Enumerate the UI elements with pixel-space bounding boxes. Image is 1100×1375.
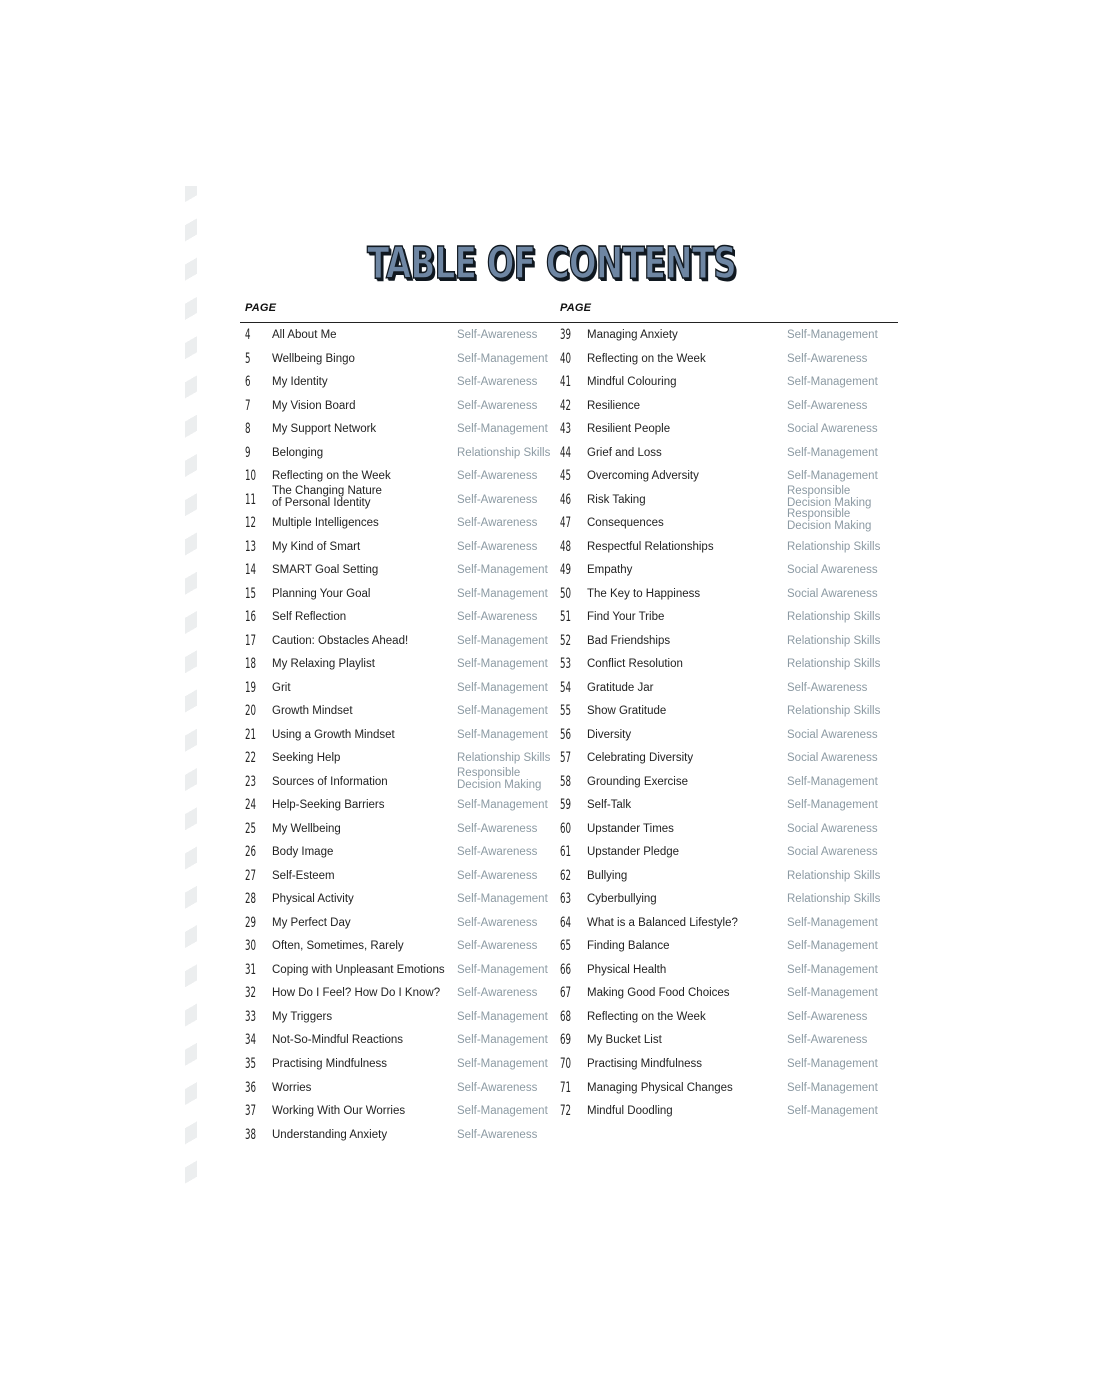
entry-category: Self-Management — [787, 470, 878, 483]
entry-title: All About Me — [272, 329, 337, 341]
page-number: 62 — [560, 867, 572, 884]
toc-entry — [560, 1100, 890, 1124]
toc-entry — [245, 395, 555, 419]
entry-title: Find Your Tribe — [587, 611, 665, 624]
header-divider — [240, 322, 898, 323]
entry-category: Self-Management — [457, 564, 548, 577]
page-number: 10 — [245, 468, 257, 485]
toc-entry — [245, 348, 555, 372]
page-number: 34 — [245, 1032, 257, 1049]
toc-entry — [245, 583, 555, 607]
entry-title: Often, Sometimes, Rarely — [272, 940, 404, 953]
toc-entry — [560, 912, 890, 936]
page-number: 21 — [245, 726, 257, 743]
page-number: 19 — [245, 679, 257, 696]
entry-category: Self-Management — [457, 799, 548, 812]
page-number: 51 — [560, 609, 572, 626]
page-number: 61 — [560, 844, 572, 861]
page-number: 36 — [245, 1079, 257, 1096]
entry-title: My Relaxing Playlist — [272, 658, 375, 671]
entry-title: Mindful Colouring — [587, 376, 677, 389]
toc-entry — [560, 677, 890, 701]
entry-title: Upstander Times — [587, 822, 674, 835]
page-number: 69 — [560, 1032, 572, 1049]
page-number: 58 — [560, 773, 572, 790]
entry-category: Responsible Decision Making — [787, 484, 872, 509]
page-number: 7 — [245, 397, 251, 414]
entry-title: Not-So-Mindful Reactions — [272, 1034, 404, 1047]
toc-entry — [245, 536, 555, 560]
page-number: 63 — [560, 891, 572, 908]
entry-title: Planning Your Goal — [272, 587, 371, 600]
entry-title: Using a Growth Mindset — [272, 728, 395, 741]
page-number: 28 — [245, 891, 257, 908]
entry-title: My Bucket List — [587, 1034, 662, 1047]
entry-title: Self-Esteem — [272, 869, 335, 882]
page-number: 30 — [245, 938, 257, 955]
entry-title: Resilience — [587, 399, 641, 412]
toc-entry — [560, 606, 890, 630]
page-number: 5 — [245, 350, 251, 367]
entry-title: Diversity — [587, 728, 632, 741]
toc-entry — [245, 512, 555, 536]
toc-entry — [245, 1100, 555, 1124]
entry-title: Reflecting on the Week — [587, 1010, 706, 1023]
page-number: 47 — [560, 515, 572, 532]
entry-title: My Kind of Smart — [272, 540, 361, 553]
page-number: 17 — [245, 632, 257, 649]
page-number: 45 — [560, 468, 572, 485]
toc-entry — [245, 653, 555, 677]
entry-category: Social Awareness — [787, 728, 878, 741]
entry-category: Self-Management — [787, 940, 878, 953]
entry-category: Self-Management — [787, 775, 878, 788]
toc-entry — [245, 959, 555, 983]
entry-category: Self-Awareness — [457, 1081, 538, 1094]
entry-category: Self-Management — [457, 587, 548, 600]
toc-entry — [560, 324, 890, 348]
toc-entry — [245, 935, 555, 959]
toc-entry — [245, 371, 555, 395]
page-number: 55 — [560, 703, 572, 720]
entry-category: Relationship Skills — [787, 893, 881, 906]
page-number: 43 — [560, 421, 572, 438]
page-number: 13 — [245, 538, 257, 555]
entry-category: Social Awareness — [787, 587, 878, 600]
entry-title: Reflecting on the Week — [587, 352, 706, 365]
entry-category: Self-Management — [787, 963, 878, 976]
page-number: 12 — [245, 515, 257, 532]
entry-category: Self-Awareness — [457, 916, 538, 929]
toc-entry — [245, 818, 555, 842]
toc-entry — [560, 794, 890, 818]
page-number: 8 — [245, 421, 251, 438]
toc-entry — [560, 583, 890, 607]
page-number: 26 — [245, 844, 257, 861]
toc-entry — [245, 700, 555, 724]
entry-title: My Vision Board — [272, 399, 356, 412]
entry-title: SMART Goal Setting — [272, 564, 379, 577]
page-number: 71 — [560, 1079, 572, 1096]
entry-title: Finding Balance — [587, 940, 670, 953]
toc-entry — [560, 536, 890, 560]
page-number: 11 — [245, 491, 257, 508]
page-number: 72 — [560, 1103, 572, 1120]
page-number: 54 — [560, 679, 572, 696]
entry-title: Gratitude Jar — [587, 681, 654, 694]
entry-category: Self-Management — [457, 423, 548, 436]
entry-title: Body Image — [272, 846, 334, 859]
page-number: 33 — [245, 1008, 257, 1025]
entry-category: Self-Awareness — [457, 376, 538, 389]
toc-entry — [560, 1029, 890, 1053]
entry-category: Relationship Skills — [457, 752, 551, 765]
toc-entry — [560, 442, 890, 466]
toc-entry — [560, 395, 890, 419]
toc-entry — [245, 888, 555, 912]
entry-category: Self-Management — [457, 658, 548, 671]
toc-entry — [245, 982, 555, 1006]
entry-title: Wellbeing Bingo — [272, 352, 355, 365]
toc-entry — [560, 865, 890, 889]
page-number: 38 — [245, 1126, 257, 1143]
toc-entry — [560, 1006, 890, 1030]
toc-entry — [245, 606, 555, 630]
page-number: 15 — [245, 585, 257, 602]
entry-title: The Changing Nature of Personal Identity — [272, 484, 382, 509]
entry-title: Understanding Anxiety — [272, 1128, 388, 1141]
toc-entry — [560, 818, 890, 842]
toc-entry — [560, 508, 890, 536]
entry-category: Relationship Skills — [787, 658, 881, 671]
contents-column-left — [245, 324, 555, 1147]
page-number: 41 — [560, 374, 572, 391]
toc-entry — [245, 677, 555, 701]
entry-category: Self-Awareness — [787, 399, 868, 412]
page-number: 42 — [560, 397, 572, 414]
entry-category: Self-Awareness — [457, 470, 538, 483]
entry-category: Self-Management — [787, 1081, 878, 1094]
entry-title: Empathy — [587, 564, 633, 577]
entry-title: Mindful Doodling — [587, 1105, 673, 1118]
entry-category: Self-Awareness — [457, 517, 538, 530]
entry-category: Self-Management — [457, 1105, 548, 1118]
page-number: 9 — [245, 444, 251, 461]
toc-entry — [560, 888, 890, 912]
entry-category: Social Awareness — [787, 822, 878, 835]
entry-title: Bad Friendships — [587, 634, 671, 647]
toc-entry — [245, 841, 555, 865]
toc-entry — [245, 865, 555, 889]
entry-title: Multiple Intelligences — [272, 517, 379, 530]
entry-title: My Triggers — [272, 1010, 333, 1023]
entry-category: Self-Management — [787, 1105, 878, 1118]
entry-title: Practising Mindfulness — [272, 1057, 388, 1070]
entry-title: Working With Our Worries — [272, 1105, 406, 1118]
entry-category: Self-Management — [457, 963, 548, 976]
page-number: 16 — [245, 609, 257, 626]
entry-category: Self-Management — [787, 799, 878, 812]
entry-title: Growth Mindset — [272, 705, 353, 718]
toc-entry — [245, 724, 555, 748]
entry-title: Reflecting on the Week — [272, 470, 391, 483]
page-number: 59 — [560, 797, 572, 814]
entry-category: Responsible Decision Making — [787, 508, 872, 533]
entry-title: Consequences — [587, 517, 664, 530]
entry-category: Self-Awareness — [787, 352, 868, 365]
page-number: 40 — [560, 350, 572, 367]
toc-entry — [245, 1006, 555, 1030]
entry-title: Bullying — [587, 869, 628, 882]
page-number: 20 — [245, 703, 257, 720]
entry-title: Managing Physical Changes — [587, 1081, 733, 1094]
entry-category: Self-Management — [457, 634, 548, 647]
toc-entry — [560, 1077, 890, 1101]
entry-category: Self-Awareness — [457, 1128, 538, 1141]
entry-category: Relationship Skills — [787, 869, 881, 882]
entry-category: Self-Awareness — [457, 540, 538, 553]
page-number: 27 — [245, 867, 257, 884]
page-number: 31 — [245, 961, 257, 978]
page-number: 35 — [245, 1055, 257, 1072]
page-number: 18 — [245, 656, 257, 673]
page-number: 4 — [245, 327, 251, 343]
entry-title: My Support Network — [272, 423, 377, 436]
entry-title: Conflict Resolution — [587, 658, 683, 671]
contents-column-right — [560, 324, 890, 1124]
entry-title: Self-Talk — [587, 799, 632, 812]
page-number: 37 — [245, 1103, 257, 1120]
entry-category: Self-Awareness — [457, 869, 538, 882]
entry-title: Managing Anxiety — [587, 329, 678, 341]
toc-entry — [245, 484, 555, 513]
entry-title: Physical Health — [587, 963, 667, 976]
entry-category: Self-Management — [457, 352, 548, 365]
toc-entry — [245, 766, 555, 795]
page-number: 39 — [560, 327, 572, 343]
entry-category: Self-Management — [457, 728, 548, 741]
toc-entry — [560, 653, 890, 677]
toc-entry — [245, 559, 555, 583]
toc-entry — [245, 1053, 555, 1077]
entry-category: Self-Management — [787, 1057, 878, 1070]
toc-entry — [560, 371, 890, 395]
entry-title: Grief and Loss — [587, 446, 662, 459]
toc-entry — [560, 747, 890, 771]
toc-entry — [560, 1053, 890, 1077]
toc-entry — [245, 794, 555, 818]
page-column-header-right: PAGE — [560, 302, 592, 314]
entry-title: Respectful Relationships — [587, 540, 714, 553]
entry-category: Self-Awareness — [787, 1034, 868, 1047]
entry-title: Making Good Food Choices — [587, 987, 730, 1000]
page-number: 49 — [560, 562, 572, 579]
entry-title: Grounding Exercise — [587, 775, 688, 788]
page-number: 22 — [245, 750, 257, 767]
entry-category: Self-Management — [457, 1057, 548, 1070]
entry-category: Self-Awareness — [457, 822, 538, 835]
entry-category: Relationship Skills — [787, 611, 881, 624]
entry-title: Upstander Pledge — [587, 846, 680, 859]
entry-category: Self-Management — [787, 446, 878, 459]
entry-title: Celebrating Diversity — [587, 752, 694, 765]
entry-category: Responsible Decision Making — [457, 766, 542, 791]
entry-category: Social Awareness — [787, 564, 878, 577]
entry-title: Cyberbullying — [587, 893, 657, 906]
toc-entry — [560, 348, 890, 372]
page-number: 44 — [560, 444, 572, 461]
entry-title: How Do I Feel? How Do I Know? — [272, 987, 441, 1000]
entry-category: Self-Awareness — [457, 987, 538, 1000]
toc-entry — [560, 724, 890, 748]
entry-title: What is a Balanced Lifestyle? — [587, 916, 738, 929]
entry-title: Worries — [272, 1081, 312, 1094]
page-number: 48 — [560, 538, 572, 555]
toc-entry — [560, 559, 890, 583]
page-number: 29 — [245, 914, 257, 931]
page-number: 14 — [245, 562, 257, 579]
page-number: 32 — [245, 985, 257, 1002]
entry-title: Resilient People — [587, 423, 671, 436]
page-number: 46 — [560, 491, 572, 508]
toc-entry — [245, 1077, 555, 1101]
entry-category: Self-Management — [457, 705, 548, 718]
entry-category: Self-Management — [787, 987, 878, 1000]
entry-category: Social Awareness — [787, 423, 878, 436]
page-number: 53 — [560, 656, 572, 673]
entry-title: My Identity — [272, 376, 328, 389]
page-number: 50 — [560, 585, 572, 602]
entry-title: My Perfect Day — [272, 916, 351, 929]
entry-category: Relationship Skills — [787, 540, 881, 553]
entry-category: Self-Awareness — [787, 1010, 868, 1023]
toc-entry — [245, 324, 555, 348]
page-number: 67 — [560, 985, 572, 1002]
page-number: 52 — [560, 632, 572, 649]
page-column-header-left: PAGE — [245, 302, 277, 314]
entry-title: Coping with Unpleasant Emotions — [272, 963, 445, 976]
entry-category: Self-Awareness — [457, 940, 538, 953]
entry-category: Social Awareness — [787, 752, 878, 765]
toc-entry — [560, 982, 890, 1006]
toc-entry — [245, 442, 555, 466]
toc-entry — [245, 1029, 555, 1053]
toc-entry — [560, 841, 890, 865]
page-number: 65 — [560, 938, 572, 955]
entry-category: Social Awareness — [787, 846, 878, 859]
entry-category: Self-Awareness — [787, 681, 868, 694]
entry-category: Self-Management — [787, 376, 878, 389]
page-number: 25 — [245, 820, 257, 837]
page-number: 57 — [560, 750, 572, 767]
title-block — [0, 236, 1100, 296]
entry-category: Self-Management — [457, 681, 548, 694]
toc-entry — [245, 912, 555, 936]
toc-entry — [560, 700, 890, 724]
entry-category: Self-Awareness — [457, 329, 538, 341]
entry-category: Relationship Skills — [787, 634, 881, 647]
entry-title: Risk Taking — [587, 493, 646, 506]
page-number: 66 — [560, 961, 572, 978]
entry-category: Self-Management — [787, 916, 878, 929]
page-number: 60 — [560, 820, 572, 837]
page-number: 64 — [560, 914, 572, 931]
entry-title: My Wellbeing — [272, 822, 341, 835]
toc-entry — [560, 771, 890, 795]
toc-entry — [245, 630, 555, 654]
entry-category: Self-Management — [457, 1010, 548, 1023]
page-number: 56 — [560, 726, 572, 743]
toc-entry — [560, 959, 890, 983]
page-number: 23 — [245, 773, 257, 790]
entry-title: Sources of Information — [272, 775, 388, 788]
entry-category: Self-Awareness — [457, 611, 538, 624]
entry-title: Show Gratitude — [587, 705, 667, 718]
entry-title: Caution: Obstacles Ahead! — [272, 634, 409, 647]
toc-entry — [560, 630, 890, 654]
entry-category: Self-Management — [457, 1034, 548, 1047]
entry-title: The Key to Happiness — [587, 587, 701, 600]
entry-category: Self-Awareness — [457, 399, 538, 412]
toc-entry — [560, 418, 890, 442]
entry-title: Practising Mindfulness — [587, 1057, 703, 1070]
toc-entry — [245, 1124, 555, 1148]
page-number: 70 — [560, 1055, 572, 1072]
entry-category: Relationship Skills — [457, 446, 551, 459]
entry-title: Physical Activity — [272, 893, 354, 906]
entry-title: Self Reflection — [272, 611, 347, 624]
entry-category: Self-Management — [457, 893, 548, 906]
entry-title: Belonging — [272, 446, 324, 459]
decorative-edge-strip — [185, 186, 197, 1188]
page-number: 68 — [560, 1008, 572, 1025]
entry-category: Self-Awareness — [457, 846, 538, 859]
toc-entry — [560, 935, 890, 959]
entry-title: Grit — [272, 681, 291, 694]
page-number: 6 — [245, 374, 251, 391]
entry-title: Overcoming Adversity — [587, 470, 699, 483]
entry-category: Self-Awareness — [457, 493, 538, 506]
page-number: 24 — [245, 797, 257, 814]
toc-entry — [245, 418, 555, 442]
entry-category: Self-Management — [787, 329, 878, 341]
entry-title: Help-Seeking Barriers — [272, 799, 385, 812]
page-title: TABLE OF CONTENTS — [367, 238, 737, 289]
entry-title: Seeking Help — [272, 752, 341, 765]
entry-category: Relationship Skills — [787, 705, 881, 718]
